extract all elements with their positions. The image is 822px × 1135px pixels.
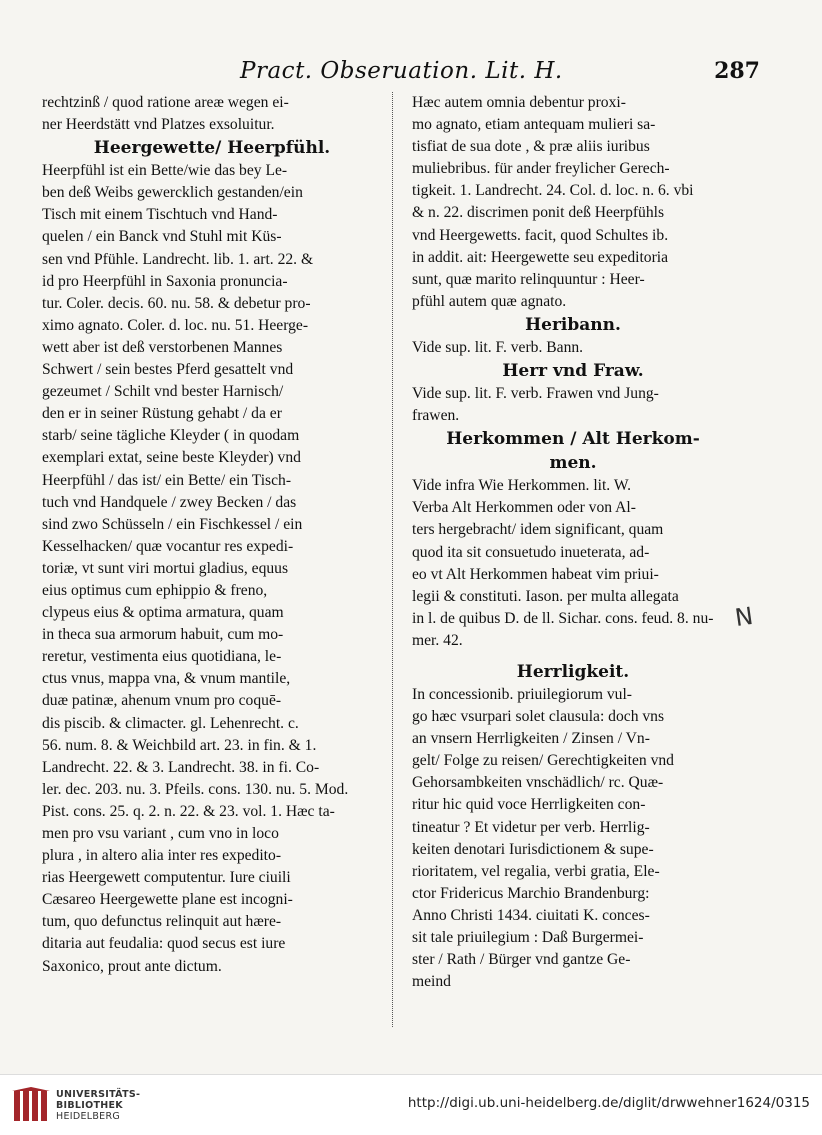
source-url-link[interactable]: http://digi.ub.uni-heidelberg.de/diglit/drwwehner1624/0315 bbox=[407, 1095, 810, 1111]
text-line: legii & constituti. Iason. per multa allegata bbox=[412, 587, 679, 605]
text-line: duæ patinæ, ahenum vnum pro coquē- bbox=[42, 692, 282, 710]
text-line: meind bbox=[412, 973, 451, 991]
text-line: quelen / ein Banck vnd Stuhl mit Küs- bbox=[42, 228, 282, 246]
text-line: mo agnato, etiam antequam mulieri sa- bbox=[412, 116, 656, 134]
text-line: quod ita sit consuetudo inueterata, ad- bbox=[412, 543, 650, 561]
text-line: Heerpfühl / das ist/ ein Bette/ ein Tisch- bbox=[42, 471, 292, 489]
text-line: gezeumet / Schilt vnd bester Harnisch/ bbox=[42, 383, 284, 401]
text-line: tur. Coler. decis. 60. nu. 58. & debetur pro- bbox=[42, 294, 311, 312]
text-line: tuch vnd Handquele / zwey Becken / das bbox=[42, 493, 297, 511]
section-heading-herkommen: Herkommen / Alt Herkom- bbox=[446, 429, 700, 450]
text-line: go hæc vsurpari solet clausula: doch vns bbox=[412, 708, 665, 726]
column-divider bbox=[392, 92, 393, 1027]
right-column bbox=[412, 92, 734, 993]
left-column bbox=[42, 92, 382, 978]
text-line: keiten denotari Iurisdictionem & supe- bbox=[412, 840, 654, 858]
text-line: exemplari extat, seine beste Kleyder) vnd bbox=[42, 449, 301, 467]
library-name bbox=[56, 1089, 140, 1122]
text-line: Kesselhacken/ quæ vocantur res expedi- bbox=[42, 537, 294, 555]
text-line: Pist. cons. 25. q. 2. n. 22. & 23. vol. 1. Hæc ta- bbox=[42, 802, 335, 820]
text-line: ritur hic quid voce Herrligkeiten con- bbox=[412, 796, 646, 814]
text-line: Verba Alt Herkommen oder von Al- bbox=[412, 499, 636, 517]
text-line: rias Heergewett computentur. Iure ciuili bbox=[42, 869, 291, 887]
section-heading-herr-vnd-fraw: Herr vnd Fraw. bbox=[502, 361, 644, 382]
text-line: ctor Fridericus Marchio Brandenburg: bbox=[412, 884, 650, 902]
text-line: vnd Heergewetts. facit, quod Schultes ib. bbox=[412, 226, 669, 244]
university-library-logo-icon bbox=[12, 1087, 50, 1125]
text-line: Tisch mit einem Tischtuch vnd Hand- bbox=[42, 206, 278, 224]
text-line: in l. de quibus D. de ll. Sichar. cons. feud. 8. nu- bbox=[412, 609, 714, 627]
section-heading-heribann: Heribann. bbox=[525, 314, 621, 335]
running-title: Pract. Obseruation. Lit. H. bbox=[240, 58, 563, 84]
text-line: clypeus eius & optima armatura, quam bbox=[42, 604, 284, 622]
text-line: men pro vsu variant , cum vno in loco bbox=[42, 825, 279, 842]
margin-mark: N bbox=[733, 601, 755, 633]
text-line: 56. num. 8. & Weichbild art. 23. in fin. & 1. bbox=[42, 736, 317, 754]
text-line: rechtzinß / quod ratione areæ wegen ei- bbox=[42, 94, 289, 111]
cross-reference: Vide sup. lit. F. verb. Frawen vnd Jung- bbox=[412, 385, 659, 403]
text-line: Heerpfühl ist ein Bette/wie das bey Le- bbox=[42, 162, 288, 180]
section-heading-herkommen-cont: men. bbox=[549, 453, 597, 474]
text-line: Vide infra Wie Herkommen. lit. W. bbox=[412, 477, 632, 495]
text-line: Cæsareo Heergewette plane est incogni- bbox=[42, 891, 293, 909]
text-line: gelt/ Folge zu reisen/ Gerechtigkeiten vnd bbox=[412, 752, 674, 770]
page-header bbox=[40, 58, 760, 92]
text-line: mer. 42. bbox=[412, 631, 463, 649]
text-line: sunt, quæ marito relinquuntur : Heer- bbox=[412, 270, 645, 288]
text-line: pfühl autem quæ agnato. bbox=[412, 292, 567, 310]
cross-reference: frawen. bbox=[412, 407, 460, 425]
text-line: ditaria aut feudalia: quod secus est iure bbox=[42, 935, 286, 953]
text-line: eo vt Alt Herkommen habeat vim priui- bbox=[412, 565, 659, 583]
text-line: tum, quo defunctus relinquit aut hære- bbox=[42, 913, 282, 931]
section-heading-herrligkeit: Herrligkeit. bbox=[516, 661, 630, 682]
library-footer bbox=[0, 1074, 822, 1135]
text-line: ters hergebracht/ idem significant, quam bbox=[412, 521, 664, 539]
text-line: Hæc autem omnia debentur proxi- bbox=[412, 94, 626, 111]
text-line: wett aber ist deß verstorbenen Mannes bbox=[42, 338, 283, 356]
text-line: ler. dec. 203. nu. 3. Pfeils. cons. 130. nu. 5. Mod. bbox=[42, 780, 349, 798]
text-line: ximo agnato. Coler. d. loc. nu. 51. Heerge- bbox=[42, 316, 309, 334]
page-number: 287 bbox=[714, 58, 760, 84]
text-line: in theca sua armorum habuit, cum mo- bbox=[42, 626, 284, 644]
text-line: tigkeit. 1. Landrecht. 24. Col. d. loc. n. 6. vbi bbox=[412, 182, 694, 200]
library-name-line: BIBLIOTHEK bbox=[56, 1100, 123, 1111]
text-line: Saxonico, prout ante dictum. bbox=[42, 957, 222, 975]
text-line: in addit. ait: Heergewette seu expeditoria bbox=[412, 248, 669, 266]
text-line: ner Heerdstätt vnd Platzes exsoluitur. bbox=[42, 116, 275, 134]
text-line: rioritatem, vel regalia, verbi gratia, Ele- bbox=[412, 862, 660, 880]
text-line: muliebribus. für ander freylicher Gerech- bbox=[412, 160, 670, 178]
text-line: plura , in altero alia inter res expedito- bbox=[42, 847, 282, 865]
text-line: & n. 22. discrimen ponit deß Heerpfühls bbox=[412, 204, 665, 222]
text-line: sen vnd Pfühle. Landrecht. lib. 1. art. 22. & bbox=[42, 250, 314, 268]
text-line: Anno Christi 1434. ciuitati K. conces- bbox=[412, 906, 650, 924]
text-line: eius optimus cum ephippio & freno, bbox=[42, 581, 268, 599]
text-line: Gehorsambkeiten vnschädlich/ rc. Quæ- bbox=[412, 774, 664, 792]
cross-reference: Vide sup. lit. F. verb. Bann. bbox=[412, 338, 584, 356]
text-line: an vnsern Herrligkeiten / Zinsen / Vn- bbox=[412, 730, 650, 748]
text-line: In concessionib. priuilegiorum vul- bbox=[412, 685, 633, 703]
text-line: ctus vnus, mappa vna, & vnum mantile, bbox=[42, 670, 291, 688]
text-line: toriæ, vt sunt viri mortui gladius, equus bbox=[42, 559, 289, 577]
section-heading-heergewette: Heergewette/ Heerpfühl. bbox=[93, 138, 331, 159]
library-name-line: HEIDELBERG bbox=[56, 1111, 121, 1122]
text-line: sit tale priuilegium : Daß Burgermei- bbox=[412, 929, 644, 946]
text-line: reretur, vestimenta eius quotidiana, le- bbox=[42, 648, 282, 666]
library-name-line: UNIVERSITÄTS- bbox=[56, 1089, 141, 1100]
text-line: sind zwo Schüsseln / ein Fischkessel / ein bbox=[42, 515, 303, 533]
text-line: id pro Heerpfühl in Saxonia pronuncia- bbox=[42, 272, 288, 290]
text-line: Schwert / sein bestes Pferd gesattelt vnd bbox=[42, 361, 294, 379]
text-line: tisfiat de sua dote , & præ aliis iuribus bbox=[412, 138, 650, 156]
text-line: den er in seiner Rüstung gehabt / da er bbox=[42, 405, 282, 423]
text-line: Landrecht. 22. & 3. Landrecht. 38. in fi. Co- bbox=[42, 758, 320, 776]
text-line: dis piscib. & climacter. gl. Lehenrecht. c. bbox=[42, 714, 299, 732]
text-line: starb/ seine tägliche Kleyder ( in quodam bbox=[42, 427, 300, 445]
text-line: ben deß Weibs gewercklich gestanden/ein bbox=[42, 184, 303, 202]
text-line: tineatur ? Et videtur per verb. Herrlig- bbox=[412, 818, 650, 836]
text-line: ster / Rath / Bürger vnd gantze Ge- bbox=[412, 951, 631, 969]
